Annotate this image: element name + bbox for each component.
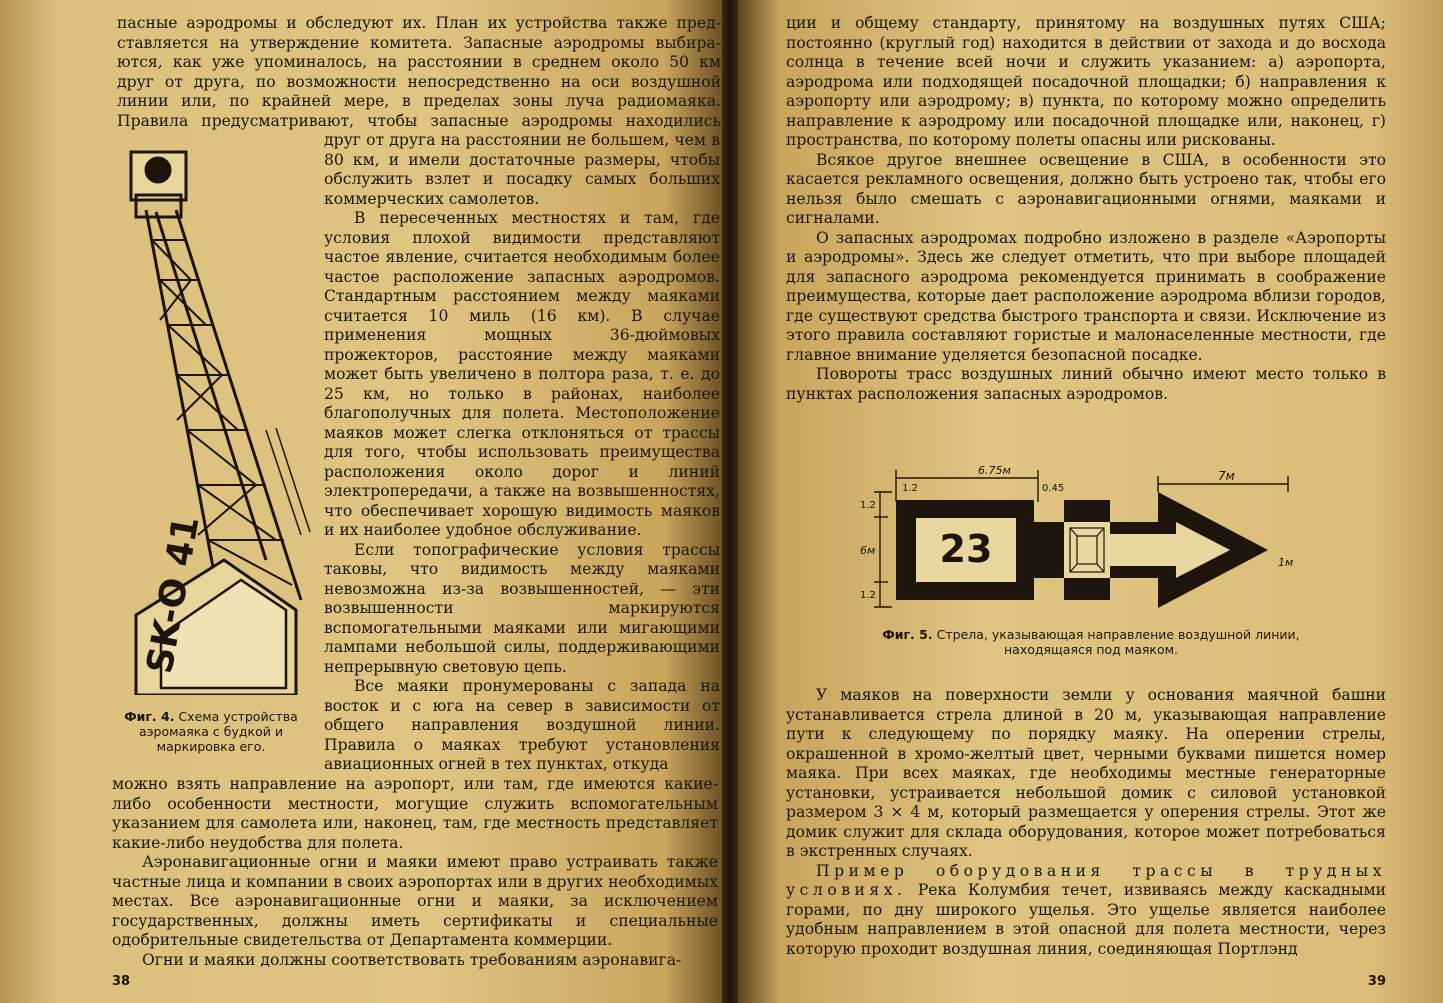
- right-top-text: [786, 14, 1386, 404]
- final-paragraph-heading: Пример оборудования трассы в трудных условиях.: [786, 861, 1386, 899]
- text-line: ются, как уже упоминалось, на расстоянии в среднем около 50 км: [117, 53, 721, 71]
- paragraph: Аэронавигационные огни и маяки имеют право устраивать также частные лица и компании в своих аэропортах или в других необходимых местах. Все аэронавигационные огни и маяки, за исключением государственных, должны иметь сертификаты и специальные одобрительные свидетельства от Департамента коммерции.: [112, 853, 718, 949]
- right-page-number: 39: [1367, 974, 1386, 989]
- paragraph: Если топографические условия трассы таковы, что видимость между маяками невозможна из-за возвышенностей, — эти возвышенности маркируются вспомогательными маяками или мигающими лампами небольшой силы, поддерживающими непрерывную световую цепь.: [324, 540, 720, 676]
- paragraph: В пересеченных местностях и там, где условия плохой видимости представляют частое явление, считается необходимым более частое расположение запасных аэродромов. Стандартным расстоянием между маяками считается 10 миль (16 км). В случае применения мощных 36-дюймовых прожекторов, расстояние между маяками может быть увеличено в полтора раза, т. е. до 25 км, но только в районах, наиболее благополучных для полета. Местоположение маяков может слегка отклоняться от трассы для того, чтобы использовать преимущества расположения около дорог и линий электропередачи, а также на возвышенностях, что обеспечивает хорошую видимость маяков и их наиболее удобное обслуживание.: [324, 209, 720, 539]
- text-line: пасные аэродромы и обследуют их. План их устройства также пред-: [117, 14, 721, 32]
- figure-4-marking: SK-O 41: [139, 512, 208, 677]
- figure-4-caption-text: Схема устройства аэромаяка с будкой и маркировка его.: [139, 709, 298, 754]
- left-bottom-text: [112, 775, 718, 970]
- paragraph: ции и общему стандарту, принятому на воздушных путях США; постоянно (круглый год) находится в действии от захода и до восхода солнца в течение всей ночи и служить указанием: а) аэропорта, аэродрома или подходящей посадочной площадки; б) направления к аэропорту или аэродрому; в) пункта, по которому можно определить направление к аэродрому или посадочной площадке или, наконец, г) пространства, по которому полеты опасны или рискованы.: [786, 14, 1386, 149]
- figure-4-caption: [112, 709, 310, 754]
- right-page: [738, 0, 1443, 1003]
- paragraph: друг от друга на расстоянии не большем, чем в 80 км, и имели достаточные размеры, чтобы обслужить взлет и посадку самых больших коммерческих самолетов.: [324, 131, 720, 208]
- figure-5-number: 23: [939, 527, 993, 571]
- figure-5-dim-right: 1м: [1278, 556, 1294, 569]
- figure-5-dim-left-mid: 6м: [860, 544, 876, 557]
- paragraph: Всякое другое внешнее освещение в США, в особенности это касается рекламного освещения, должно быть устроено так, чтобы его нельзя было смешать с аэронавигационными огнями, маяками и сигналами.: [786, 150, 1386, 227]
- final-paragraph-text: Река Колумбия течет, извиваясь между каскадными горами, по дну широкого ущелья. Это ущелье является наиболее удобным направлением в этой опасной для полета местности, через которую проходит воздушная линия, соединяющая Портлэнд: [786, 881, 1386, 958]
- text-line: друг от друга, по возможности непосредственно на оси воздушной: [117, 72, 721, 91]
- figure-5-arrow-diagram: [858, 462, 1318, 622]
- paragraph: Повороты трасс воздушных линий обычно имеют место только в пунктах расположения запасных аэродромов.: [786, 365, 1386, 403]
- text-line: Правила предусматривают, чтобы запасные аэродромы находились: [117, 111, 721, 130]
- figure-5-label: Фиг. 5.: [882, 627, 933, 642]
- figure-5-dim-top-small-right: 0.45: [1042, 483, 1065, 494]
- figure-5-dim-top-small-left: 1.2: [902, 483, 918, 494]
- paragraph: можно взять направление на аэропорт, или там, где имеются какие-либо особенности местности, могущие служить вспомогательным указанием для самолета или, наконец, там, где местность представляет какие-либо неудобства для полета.: [112, 775, 718, 852]
- figure-4-label: Фиг. 4.: [124, 709, 175, 724]
- left-top-text: [117, 14, 721, 131]
- figure-4-beacon-tower: [116, 140, 316, 695]
- paragraph: Все маяки пронумерованы с запада на восток и с юга на север в зависимости от общего направления воздушной линии. Правила о маяках требуют установления авиационных огней в тех пунктах, откуда: [324, 677, 720, 773]
- figure-5-dim-left-top: 1.2: [860, 500, 876, 511]
- figure-5-dim-left-bottom: 1.2: [860, 590, 876, 601]
- paragraph: О запасных аэродромах подробно изложено в разделе «Аэропорты и аэродромы». Здесь же следует отметить, что при выборе площадей для запасного аэродрома рекомендуется принимать в соображение преимущества, которые дает расположение аэродрома вблизи городов, где существуют средства быстрого транспорта и связи. Исключение из этого правила составляют гористые и малонаселенные местности, где главное внимание уделяется безопасной посадке.: [786, 228, 1386, 364]
- right-after-figure-text: [786, 686, 1386, 959]
- figure-5-caption-text: Стрела, указывающая направление воздушной линии, находящаяся под маяком.: [936, 627, 1300, 657]
- left-page-number: 38: [112, 974, 131, 989]
- text-line: ставляется на утверждение комитета. Запасные аэродромы выбира-: [117, 33, 721, 52]
- book-gutter: [722, 0, 738, 1003]
- paragraph: Огни и маяки должны соответствовать требованиям аэронавига-: [142, 950, 682, 969]
- final-paragraph: [786, 862, 1386, 960]
- text-line: линии или, по крайней мере, в пределах зоны луча радиомаяка.: [117, 92, 721, 110]
- figure-5-dim-arrow: 7м: [1218, 469, 1235, 483]
- paragraph: У маяков на поверхности земли у основания маячной башни устанавливается стрела длиной в 20 м, указывающая направление пути к следующему по порядку маяку. На оперении стрелы, окрашенной в хромо-желтый цвет, черными буквами пишется номер маяка. При всех маяках, где необходимы местные генераторные установки, устраивается небольшой домик с силовой установкой размером 3 × 4 м, который размещается у оперения стрелы. Этот же домик служит для склада оборудования, которое может потребоваться в экстренных случаях.: [786, 686, 1386, 860]
- figure-5-caption: [866, 627, 1316, 657]
- left-column-text: [324, 131, 720, 775]
- figure-5-dim-top: 6.75м: [978, 464, 1011, 477]
